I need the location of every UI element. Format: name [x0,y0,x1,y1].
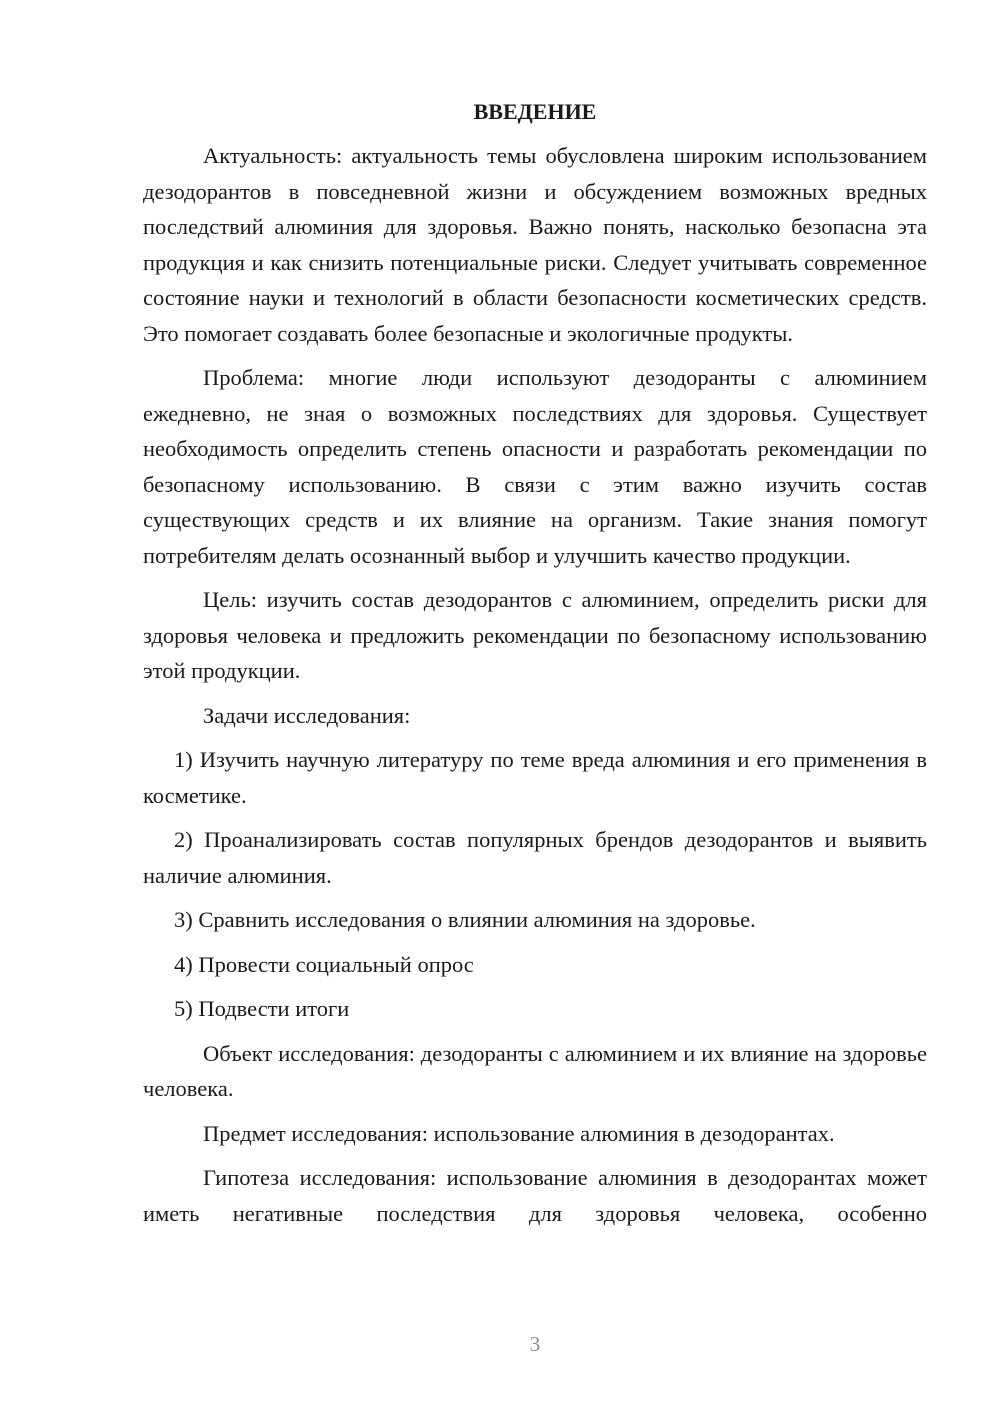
task-item-4: 4) Провести социальный опрос [174,951,474,977]
paragraph-problem: Проблема: многие люди используют дезодоранты с алюминием ежедневно, не зная о возможных последствиях для здоровья. Существует необходимость определить степень опасности и разработать рекомендации по безопасному использованию. В связи с этим важно изучить состав существующих средств и их влияние на организм. Такие знания помогут потребителям делать осознанный выбор и улучшить качество продукции. [143,365,927,568]
task-item-3: 3) Сравнить исследования о влиянии алюминия на здоровье. [174,907,756,932]
paragraph-hypothesis: Гипотеза исследования: использование алюминия в дезодорантах может иметь негативные последствия для здоровья человека, особенно [143,1165,927,1226]
paragraph-goal: Цель: изучить состав дезодорантов с алюминием, определить риски для здоровья человека и предложить рекомендации по безопасному использованию этой продукции. [143,587,927,683]
task-item-2: 2) Проанализировать состав популярных брендов дезодорантов и выявить наличие алюминия. [143,827,927,888]
task-item-1: 1) Изучить научную литературу по теме вреда алюминия и его применения в косметике. [143,747,927,808]
task-item-5: 5) Подвести итоги [174,996,350,1021]
paragraph-relevance: Актуальность: актуальность темы обусловлена широким использованием дезодорантов в повседневной жизни и обсуждением возможных вредных последствий алюминия для здоровья. Важно понять, насколько безопасна эта продукция и как снизить потенциальные риски. Следует учитывать современное состояние науки и технологий в области безопасности косметических средств. Это помогает создавать более безопасные и экологичные продукты. [143,143,927,346]
paragraph-object: Объект исследования: дезодоранты с алюминием и их влияние на здоровье человека. [143,1040,927,1101]
document-body [143,94,927,1240]
page-number: 3 [529,1332,541,1356]
paragraph-subject: Предмет исследования: использование алюминия в дезодорантах. [203,1120,835,1146]
section-heading: ВВЕДЕНИЕ [473,99,597,124]
tasks-title: Задачи исследования: [203,702,411,728]
